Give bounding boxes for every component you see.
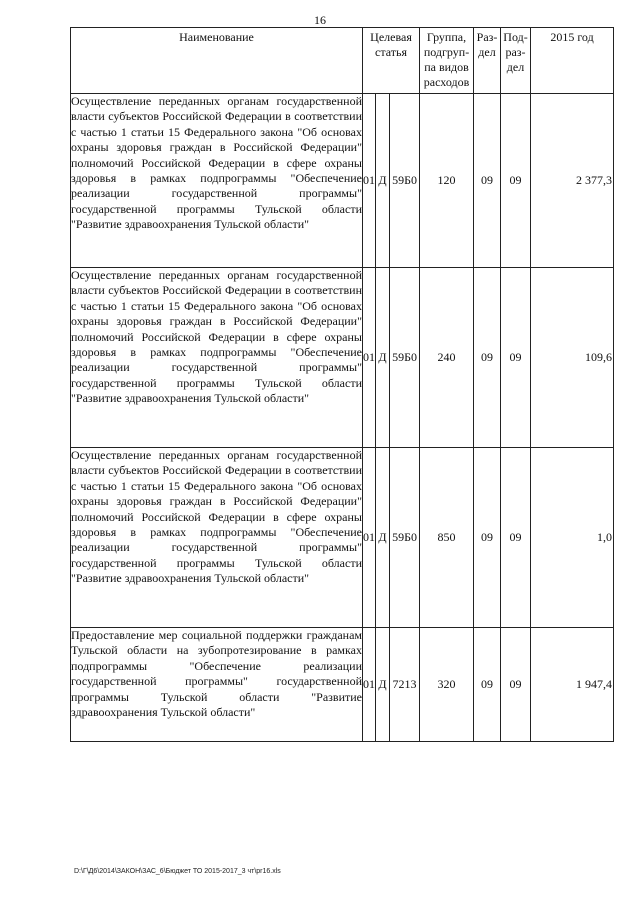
row-amount: 109,6 [531, 268, 614, 448]
row-code-b: Д [376, 94, 390, 268]
header-name: Наименование [71, 28, 363, 94]
row-group: 320 [420, 628, 474, 742]
budget-table [70, 27, 614, 742]
row-code-c: 7213 [390, 628, 420, 742]
row-section: 09 [474, 628, 501, 742]
row-group: 240 [420, 268, 474, 448]
table-header-row [71, 28, 614, 94]
table-row [71, 448, 614, 628]
row-code-b: Д [376, 448, 390, 628]
row-amount: 1 947,4 [531, 628, 614, 742]
row-section: 09 [474, 94, 501, 268]
row-section: 09 [474, 268, 501, 448]
row-group: 850 [420, 448, 474, 628]
table-row [71, 94, 614, 268]
row-subsection: 09 [501, 94, 531, 268]
row-group: 120 [420, 94, 474, 268]
page-number: 16 [314, 13, 326, 27]
row-code-a: 01 [363, 628, 376, 742]
header-group: Группа, подгруп-па видов расходов [420, 28, 474, 94]
row-code-c: 59Б0 [390, 448, 420, 628]
header-target-article: Целевая статья [363, 28, 420, 94]
row-subsection: 09 [501, 628, 531, 742]
row-code-a: 01 [363, 448, 376, 628]
row-subsection: 09 [501, 448, 531, 628]
row-code-b: Д [376, 268, 390, 448]
row-amount: 2 377,3 [531, 94, 614, 268]
row-name: Предоставление мер социальной поддержки гражданам Тульской области на зубопротезирование в рамках подпрограммы "Обеспечение реализации государственной программы" государственной программы Тульской области "Развитие здравоохранения Тульской области" [71, 628, 363, 742]
row-name: Осуществление переданных органам государственной власти субъектов Российской Федерации в соответствин с частью 1 статьи 15 Федерального закона "Об основах охраны здоровья граждан в Российской Федерации" полномочий Российской Федерации в сфере охраны здоровья в рамках подпрограммы "Обеспечение реализации государственной программы" государственной программы Тульской области "Развитие здравоохранения Тульской области" [71, 268, 363, 448]
header-section: Раз-дел [474, 28, 501, 94]
header-year: 2015 год [531, 28, 614, 94]
table-row [71, 268, 614, 448]
table-row [71, 628, 614, 742]
row-name: Осуществление переданных органам государственной власти субъектов Российской Федерации в соответствии с частью 1 статьи 15 Федерального закона "Об основах охраны здоровья граждан в Российской Федерации" полномочий Российской Федерации в сфере охраны здоровья в рамках подпрограммы "Обеспечение реализации государственной программы" государственной программы Тульской области "Развитие здравоохранения Тульской области" [71, 94, 363, 268]
file-path-footer: D:\Г\Д6\2014\ЗАКОН\ЗАС_6\Бюджет ТО 2015-2017_3 чт\pr16.xls [74, 868, 281, 875]
header-subsection: Под-раз-дел [501, 28, 531, 94]
row-code-a: 01 [363, 268, 376, 448]
row-amount: 1,0 [531, 448, 614, 628]
row-name: Осуществление переданных органам государственной власти субъектов Российской Федерации в соответствии с частью 1 статьи 15 Федерального закона "Об основах охраны здоровья граждан в Российской Федерации" полномочий Российской Федерации в сфере охраны здоровья в рамках подпрограммы "Обеспечение реализации государственной программы" государственной программы Тульской области "Развитие здравоохранения Тульской области" [71, 448, 363, 628]
row-code-a: 01 [363, 94, 376, 268]
row-code-c: 59Б0 [390, 94, 420, 268]
row-code-b: Д [376, 628, 390, 742]
row-code-c: 59Б0 [390, 268, 420, 448]
row-section: 09 [474, 448, 501, 628]
row-subsection: 09 [501, 268, 531, 448]
